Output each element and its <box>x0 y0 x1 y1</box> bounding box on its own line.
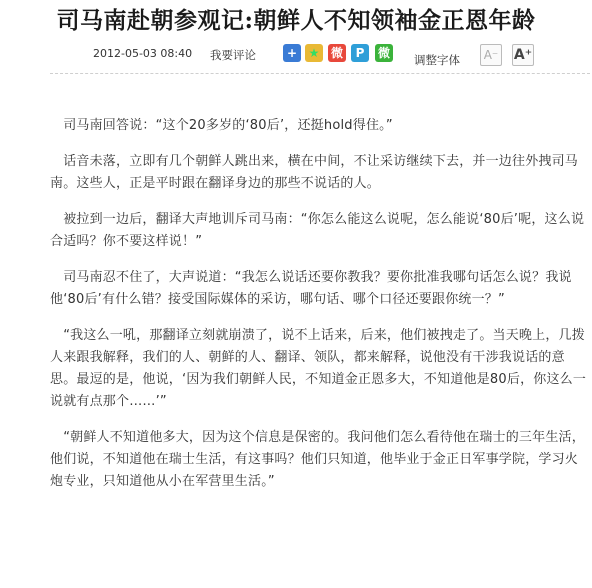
comment-link[interactable]: 我要评论 <box>210 48 256 62</box>
paragraph: “朝鲜人不知道他多大，因为这个信息是保密的。我问他们怎么看待他在瑞士的三年生活，他们说，不知道他在瑞士生活，有这事吗？他们只知道，他毕业于金正日军事学院，学习火炮专业，只知道他从小在军营里生活。” <box>50 430 585 489</box>
paragraph: 被拉到一边后，翻译大声地训斥司马南：“你怎么能这么说呢，怎么能说‘80后’呢，这么说合适吗？你不要这样说！” <box>50 212 585 249</box>
font-larger-button[interactable]: A⁺ <box>512 44 534 66</box>
share-plus-icon[interactable]: + <box>283 44 301 62</box>
share-qzone-icon[interactable]: P <box>351 44 369 62</box>
paragraph: 司马南回答说：“这个20多岁的‘80后’，还挺hold得住。” <box>50 118 393 133</box>
share-weibo-icon[interactable]: 微 <box>328 44 346 62</box>
headline: 司马南赴朝参观记:朝鲜人不知领袖金正恩年龄 <box>56 7 536 34</box>
paragraph: 话音未落，立即有几个朝鲜人跳出来，横在中间，不让采访继续下去，并一边往外拽司马南。这些人，正是平时跟在翻译身边的那些不说话的人。 <box>50 154 579 191</box>
meta-divider <box>50 73 590 74</box>
font-smaller-button[interactable]: A⁻ <box>480 44 502 66</box>
share-star-icon[interactable]: ★ <box>305 44 323 62</box>
paragraph: 司马南忍不住了，大声说道：“我怎么说话还要你教我？要你批准我哪句话怎么说？我说他‘80后’有什么错？接受国际媒体的采访，哪句话、哪个口径还要跟你统一？” <box>50 270 572 307</box>
share-wechat-icon[interactable]: 微 <box>375 44 393 62</box>
article-body <box>50 115 590 507</box>
adjust-font-label: 调整字体 <box>414 53 460 67</box>
publish-date: 2012-05-03 08:40 <box>93 47 193 60</box>
article-meta <box>0 44 592 70</box>
paragraph: “我这么一吼，那翻译立刻就崩溃了，说不上话来，后来，他们被拽走了。当天晚上，几拨人来跟我解释，我们的人、朝鲜的人、翻译、领队，都来解释，说他没有干涉我说话的意思。最逗的是，他说，‘因为我们朝鲜人民，不知道金正恩多大，不知道他是80后，你这么一说就有点那个……’” <box>50 328 587 409</box>
